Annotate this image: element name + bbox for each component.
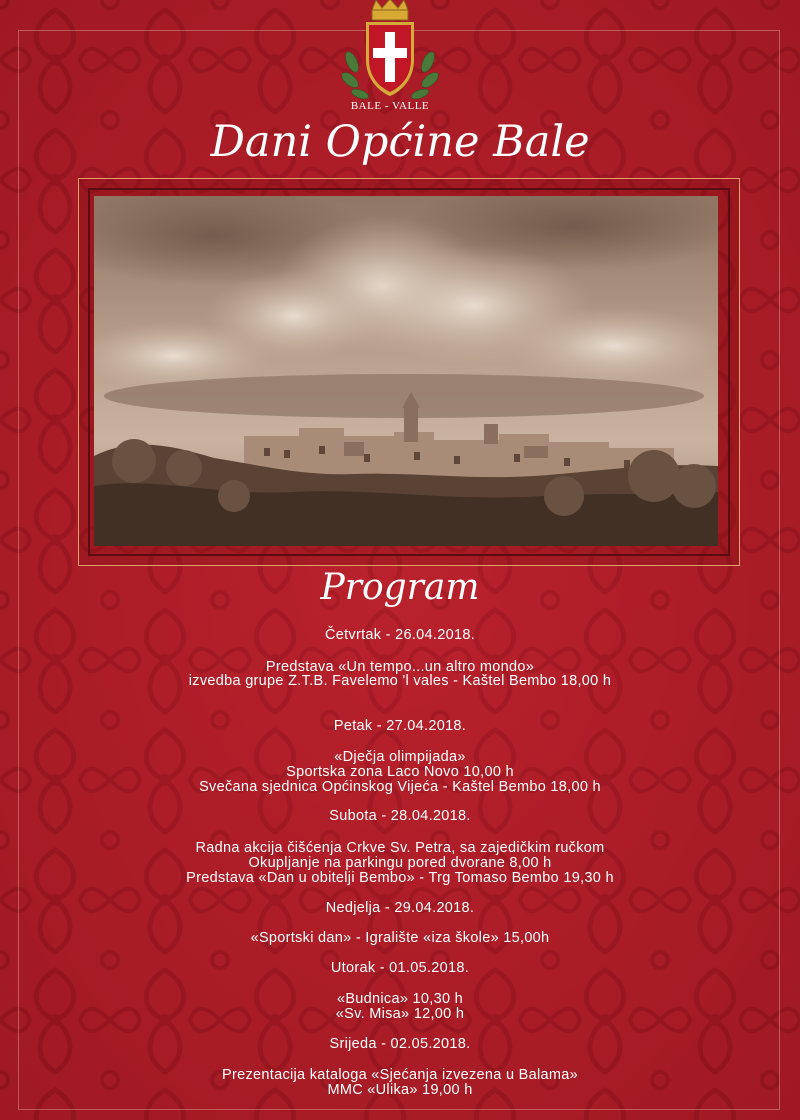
program-event-line: izvedba grupe Z.T.B. Favelemo 'l vales - Kaštel Bembo 18,00 h: [188, 673, 612, 689]
program-event-line: Sportska zona Laco Novo 10,00 h: [286, 764, 514, 780]
program-event-line: «Sv. Misa» 12,00 h: [335, 1006, 465, 1022]
program-day-heading: Utorak - 01.05.2018.: [330, 960, 470, 976]
program-event-line: Okupljanje na parkingu pored dvorane 8,00 h: [248, 855, 552, 871]
program-event-line: «Dječja olimpijada»: [334, 749, 466, 765]
crest-label: BALE - VALLE: [350, 100, 430, 112]
program-event-line: Predstava «Un tempo...un altro mondo»: [265, 659, 535, 675]
program-event-line: Radna akcija čišćenja Crkve Sv. Petra, sa zajedičkim ručkom: [195, 840, 605, 856]
town-photo: [94, 196, 718, 546]
program-day-heading: Nedjelja - 29.04.2018.: [325, 900, 475, 916]
program-day-heading: Srijeda - 02.05.2018.: [329, 1036, 471, 1052]
program-event-line: «Sportski dan» - Igralište «iza škole» 15,00h: [250, 930, 550, 946]
program-day-heading: Subota - 28.04.2018.: [329, 808, 471, 824]
program-event-line: Svečana sjednica Općinskog Vijeća - Kaštel Bembo 18,00 h: [199, 779, 601, 795]
program-heading: Program: [320, 567, 480, 608]
program-day-heading: Četvrtak - 26.04.2018.: [324, 627, 476, 643]
program-event-line: MMC «Ulika» 19,00 h: [327, 1082, 473, 1098]
program-day-heading: Petak - 27.04.2018.: [333, 718, 467, 734]
municipality-crest-icon: [338, 0, 442, 112]
page-title: Dani Općine Bale: [210, 117, 590, 167]
program-event-line: «Budnica» 10,30 h: [336, 991, 464, 1007]
program-event-line: Prezentacija kataloga «Sjećanja izvezena u Balama»: [222, 1067, 578, 1083]
program-event-line: Predstava «Dan u obitelji Bembo» - Trg Tomaso Bembo 19,30 h: [186, 870, 614, 886]
